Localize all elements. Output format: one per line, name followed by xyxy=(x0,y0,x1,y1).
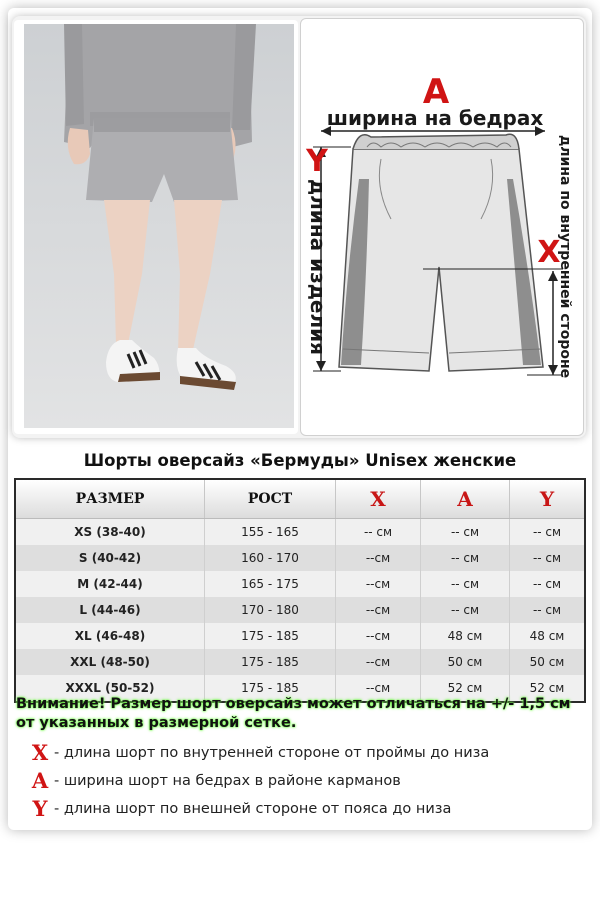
cell-size: XXXL (50-52) xyxy=(15,675,205,702)
cell-height: 165 - 175 xyxy=(205,571,336,597)
cell-y: -- см xyxy=(510,597,586,623)
cell-height: 160 - 170 xyxy=(205,545,336,571)
cell-a: -- см xyxy=(421,545,510,571)
cell-size: M (42-44) xyxy=(15,571,205,597)
cell-a: -- см xyxy=(421,597,510,623)
cell-size: XS (38-40) xyxy=(15,519,205,546)
cell-y: -- см xyxy=(510,519,586,546)
cell-x: --см xyxy=(336,545,421,571)
length-label: длина изделия xyxy=(306,179,330,355)
legend-item-x xyxy=(28,740,489,765)
table-row xyxy=(15,597,585,623)
legend-text: - ширина шорт на бедрах в районе карманов xyxy=(54,772,401,789)
size-table-header xyxy=(15,479,585,519)
size-table xyxy=(14,478,586,703)
cell-height: 175 - 185 xyxy=(205,623,336,649)
legend-item-a xyxy=(28,768,401,793)
cell-x: --см xyxy=(336,571,421,597)
cell-x: --см xyxy=(336,597,421,623)
table-row xyxy=(15,623,585,649)
header-a: A xyxy=(421,479,510,519)
size-warning: Внимание! Размер шорт оверсайз может отличаться на +/- 1,5 см от указанных в размерной сетке. xyxy=(16,696,571,731)
cell-x: -- см xyxy=(336,519,421,546)
cell-x: --см xyxy=(336,675,421,702)
header-height: РОСТ xyxy=(205,479,336,519)
cell-x: --см xyxy=(336,649,421,675)
cell-a: -- см xyxy=(421,519,510,546)
header-y: Y xyxy=(510,479,586,519)
cell-y: -- см xyxy=(510,571,586,597)
inseam-label: длина по внутренней стороне xyxy=(557,135,573,379)
cell-y: 50 см xyxy=(510,649,586,675)
letter-y: Y xyxy=(306,144,328,179)
cell-a: -- см xyxy=(421,571,510,597)
cell-y: 52 см xyxy=(510,675,586,702)
cell-size: S (40-42) xyxy=(15,545,205,571)
legend-letter: X xyxy=(31,740,49,765)
cell-x: --см xyxy=(336,623,421,649)
model-illustration xyxy=(24,24,294,428)
shorts-diagram xyxy=(301,19,583,435)
cell-y: -- см xyxy=(510,545,586,571)
cell-size: XL (46-48) xyxy=(15,623,205,649)
hip-width-label: ширина на бедрах xyxy=(326,106,544,130)
product-photo xyxy=(24,24,294,428)
legend-letter: Y xyxy=(32,796,48,821)
table-row xyxy=(15,649,585,675)
table-row xyxy=(15,545,585,571)
letter-x: X xyxy=(537,235,561,270)
cell-size: XXL (48-50) xyxy=(15,649,205,675)
table-row xyxy=(15,519,585,546)
cell-a: 52 см xyxy=(421,675,510,702)
header-size: РАЗМЕР xyxy=(15,479,205,519)
cell-height: 155 - 165 xyxy=(205,519,336,546)
cell-a: 48 см xyxy=(421,623,510,649)
legend-item-y xyxy=(28,796,451,821)
letter-a: A xyxy=(422,72,450,112)
measurement-diagram xyxy=(300,18,584,436)
header-x: X xyxy=(336,479,421,519)
cell-height: 175 - 185 xyxy=(205,649,336,675)
cell-size: L (44-46) xyxy=(15,597,205,623)
cell-height: 175 - 185 xyxy=(205,675,336,702)
table-row xyxy=(15,571,585,597)
legend-letter: A xyxy=(31,768,49,793)
cell-y: 48 см xyxy=(510,623,586,649)
product-title: Шорты оверсайз «Бермуды» Unisex женские xyxy=(83,451,517,470)
legend-text: - длина шорт по внешней стороне от пояса до низа xyxy=(54,800,452,817)
cell-a: 50 см xyxy=(421,649,510,675)
cell-height: 170 - 180 xyxy=(205,597,336,623)
legend-text: - длина шорт по внутренней стороне от проймы до низа xyxy=(54,744,490,761)
